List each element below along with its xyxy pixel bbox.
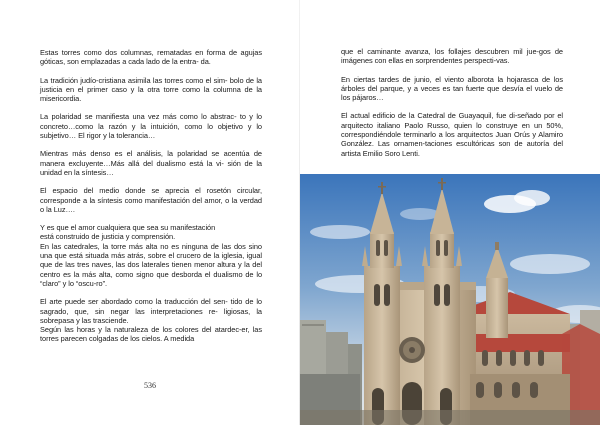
line: corresponde a la síntesis como manifestación del amor, o <box>40 195 230 205</box>
line: ligiosas, la sobrepasa y las trasciende. <box>40 306 262 325</box>
line: agujas góticas, son emplazadas a cada lado de la entra- <box>40 48 262 67</box>
line: columna de la misericordia. <box>40 84 262 104</box>
right-page-text <box>341 47 563 158</box>
line: En ciertas tardes de junio, el viento alborota la hojarasca <box>341 74 539 84</box>
line: ro”. <box>96 278 108 288</box>
line: El actual edificio de la Catedral de Guayaquil, fue di- <box>341 111 518 121</box>
line: de manera excluyente…Más allá del dualismo está la vi- <box>40 149 262 168</box>
line: tienen menor altura y la del centro es la más alta, como <box>40 260 262 279</box>
line: El espacio del medio donde se aprecia el rosetón circular, <box>40 186 262 196</box>
paragraph <box>341 111 563 157</box>
line: Lenti. <box>402 148 420 158</box>
line: que el caminante avanza, los follajes descubren mil jue- <box>341 47 539 56</box>
line: da. <box>200 57 211 67</box>
line: desvía el vuelo de los pájaros… <box>341 83 563 103</box>
line: de los árboles del parque, y a veces es tan fuerte que <box>341 74 563 93</box>
street <box>300 410 600 425</box>
paragraph <box>341 47 563 66</box>
line: señado por el arquitecto italiano Paolo Russo, quien lo <box>341 111 564 130</box>
line: la verdad o la Luz…. <box>40 195 262 214</box>
paragraph <box>40 297 262 343</box>
line: tido de lo sagrado, que, sin negar las interpretaciones re- <box>40 297 262 316</box>
line: vas. <box>496 56 510 66</box>
line: to y lo concreto…como la razón y la intuición, como lo <box>40 112 262 131</box>
line: gos de imágenes con ellas en sorprendentes perspecti- <box>341 47 563 66</box>
line: taciones escultóricas son de autoría del artista Emilio Soro <box>341 139 563 158</box>
line: er, las torres parecen colgadas de los cielos. A medida <box>40 325 262 344</box>
line: La tradición judío-cristiana asimila las torres como el sim- <box>40 75 228 85</box>
paragraph <box>40 149 262 177</box>
line: Estas torres como dos columnas, rematadas en forma de <box>40 48 238 57</box>
line: construye en un 50%, correspondiéndole terminarlo a los <box>341 120 563 140</box>
line: Según las horas y la naturaleza de los colores del atardec- <box>40 325 242 335</box>
paragraph <box>40 186 262 214</box>
paragraph <box>40 76 262 104</box>
page-number: 536 <box>144 381 156 390</box>
paragraph <box>40 223 262 288</box>
line: objetivo y lo subjetivo… El rigor y la tolerancia… <box>40 121 262 141</box>
cathedral-photo <box>300 174 600 425</box>
line: El arte puede ser abordado como la traducción del sen- <box>40 297 228 307</box>
line: La polaridad se manifiesta una vez más como lo abstrac- <box>40 112 237 122</box>
line: En las catedrales, la torre más alta no es ninguna de las <box>40 241 232 251</box>
line: arquitectos Juan Orús y Alamiro González. Las ornamen- <box>341 130 563 149</box>
line: Y es que el amor cualquiera que sea su manifestación <box>40 223 216 233</box>
line: de la iglesia, igual que de las tres naves, las dos laterales <box>40 251 262 270</box>
line: bolo de la justicia en el primer caso y la otra torre como la <box>40 75 262 94</box>
paragraph <box>40 112 262 140</box>
line: está construido de justicia y comprensión. <box>40 232 176 242</box>
line: Mientras más denso es el análisis, la polaridad se acentúa <box>40 149 250 159</box>
line: sión de la unidad en la síntesis… <box>40 158 262 177</box>
paragraph <box>341 75 563 103</box>
paragraph <box>40 48 262 67</box>
line: signo que desborda el dualismo de lo “claro” y lo “oscu- <box>40 269 262 288</box>
line: dos sino una que está situada más atrás, sobre el crucero <box>40 241 262 261</box>
left-page-text <box>40 48 262 344</box>
